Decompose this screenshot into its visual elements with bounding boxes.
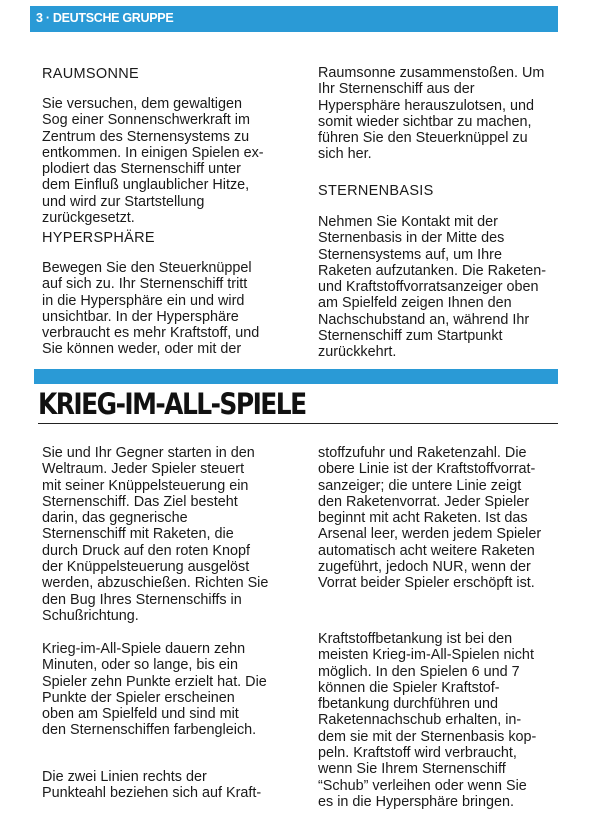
text-line: möglich. In den Spielen 6 und 7 [318,663,520,680]
text-line: zugeführt, jedoch NUR, wenn der [318,559,531,576]
text-line: entkommen. In einigen Spielen ex- [42,144,264,161]
text-line: Kraftstoffbetankung ist bei den [318,631,513,647]
text-line: den Bug Ihres Sternenschiffs in [42,591,242,608]
text-line: Punkteahl beziehen sich auf Kraft- [42,785,262,802]
text-line: Krieg-im-All-Spiele dauern zehn [42,641,246,657]
text-line: Spieler zehn Punkte erzielt hat. Die [42,673,267,690]
text-line: Sternenschiff mit Raketen, die [42,526,234,543]
text-line: unsichtbar. In der Hypersphäre [42,308,239,325]
text-line: Zentrum des Sternensystems zu [42,128,250,145]
text-line: Schußrichtung. [42,607,139,624]
text-line: Nehmen Sie Kontakt mit der [318,214,498,230]
text-line: peln. Kraftstoff wird verbraucht, [318,745,517,762]
text-line: können die Spieler Kraftstof- [318,679,500,696]
text-line: mit seiner Knüppelsteuerung ein [42,477,249,494]
text-line: Sog einer Sonnenschwerkraft im [42,112,250,129]
krieg-para-2 [42,641,267,739]
text-line: Punkte der Spieler erscheinen [42,689,235,706]
text-line: Die zwei Linien rechts der [42,769,207,785]
text-line: führen Sie den Steuerknüppel zu [318,130,528,147]
text-line: stoffzufuhr und Raketenzahl. Die [318,445,527,461]
text-line: sich her. [318,146,372,163]
header-label: 3 · DEUTSCHE GRUPPE [36,11,174,25]
text-line: Arsenal leer, werden jedem Spieler [318,526,542,543]
sternenbasis-heading: STERNENBASIS [318,183,434,199]
krieg-para-5 [318,631,536,810]
text-line: Sie und Ihr Gegner starten in den [42,445,255,461]
text-line: den Raketenvorrat. Jeder Spieler [318,493,530,510]
hypersphaere-text [42,260,259,358]
sternenbasis-section [318,183,434,199]
text-line: auf sich zu. Ihr Sternenschiff tritt [42,276,248,293]
text-line: “Schub” verleihen oder wenn Sie [318,777,527,794]
title-rule [38,423,558,424]
raumsonne-section [42,66,139,82]
raumsonne-text [42,96,264,226]
text-line: zurückkehrt. [318,344,397,361]
hypersphaere-continued-text [318,65,544,163]
text-line: zurückgesetzt. [42,210,135,227]
text-line: meisten Krieg-im-All-Spielen nicht [318,647,534,664]
text-line: Hypersphäre herauszulotsen, und [318,97,534,114]
hypersphaere-section [42,230,155,246]
text-line: sanzeiger; die untere Linie zeigt [318,477,522,494]
text-line: somit wieder sichtbar zu machen, [318,113,532,130]
text-line: Sie versuchen, dem gewaltigen [42,96,242,112]
text-line: fbetankung durchführen und [318,696,499,713]
text-line: und wird zur Startstellung [42,193,205,210]
text-line: Raumsonne zusammenstoßen. Um [318,65,545,81]
text-line: Sternenschiff. Das Ziel besteht [42,493,238,510]
text-line: Vorrat beider Spieler erschöpft ist. [318,575,535,592]
krieg-para-3 [42,769,261,802]
text-line: durch Druck auf den roten Knopf [42,542,250,559]
text-line: dem Einfluß unglaublicher Hitze, [42,177,250,194]
raumsonne-heading: RAUMSONNE [42,66,139,82]
text-line: Sternensystems auf, um Ihre [318,246,502,263]
text-line: Bewegen Sie den Steuerknüppel [42,260,252,276]
text-line: Minuten, oder so lange, bis ein [42,657,238,674]
text-line: und Kraftstoffvorratsanzeiger oben [318,279,539,296]
section-title: KRIEG-IM-ALL-SPIELE [38,387,306,421]
text-line: automatisch acht weitere Raketen [318,542,535,559]
krieg-para-1 [42,445,268,624]
header-bar [30,6,558,32]
text-line: oben am Spielfeld und sind mit [42,706,239,723]
hypersphaere-heading: HYPERSPHÄRE [42,230,155,246]
text-line: Sie können weder, oder mit der [42,341,242,358]
section-band [34,369,558,384]
text-line: Sternenbasis in der Mitte des [318,230,505,247]
text-line: den Sternenschiffen farbengleich. [42,722,257,739]
text-line: verbraucht es mehr Kraftstoff, und [42,325,260,342]
text-line: Weltraum. Jeder Spieler steuert [42,461,245,478]
text-line: obere Linie ist der Kraftstoffvorrat- [318,461,536,478]
text-line: wenn Sie Ihrem Sternenschiff [318,761,506,778]
text-line: am Spielfeld zeigen Ihnen den [318,295,512,312]
text-line: Nachschubstand an, während Ihr [318,311,530,328]
text-line: Ihr Sternenschiff aus der [318,81,475,98]
text-line: beginnt mit acht Raketen. Ist das [318,510,528,527]
text-line: darin, das gegnerische [42,510,188,527]
text-line: dem sie mit der Sternenbasis kop- [318,728,537,745]
text-line: Raketen aufzutanken. Die Raketen- [318,262,546,279]
text-line: plodiert das Sternenschiff unter [42,161,241,178]
krieg-para-4 [318,445,541,592]
text-line: werden, abzuschießen. Richten Sie [42,575,269,592]
text-line: es in die Hypersphäre bringen. [318,793,514,810]
text-line: Raketennachschub erhalten, in- [318,712,522,729]
text-line: Sternenschiff zum Startpunkt [318,328,503,345]
sternenbasis-text [318,214,546,361]
text-line: der Knüppelsteuerung ausgelöst [42,559,250,576]
text-line: in die Hypersphäre ein und wird [42,292,245,309]
